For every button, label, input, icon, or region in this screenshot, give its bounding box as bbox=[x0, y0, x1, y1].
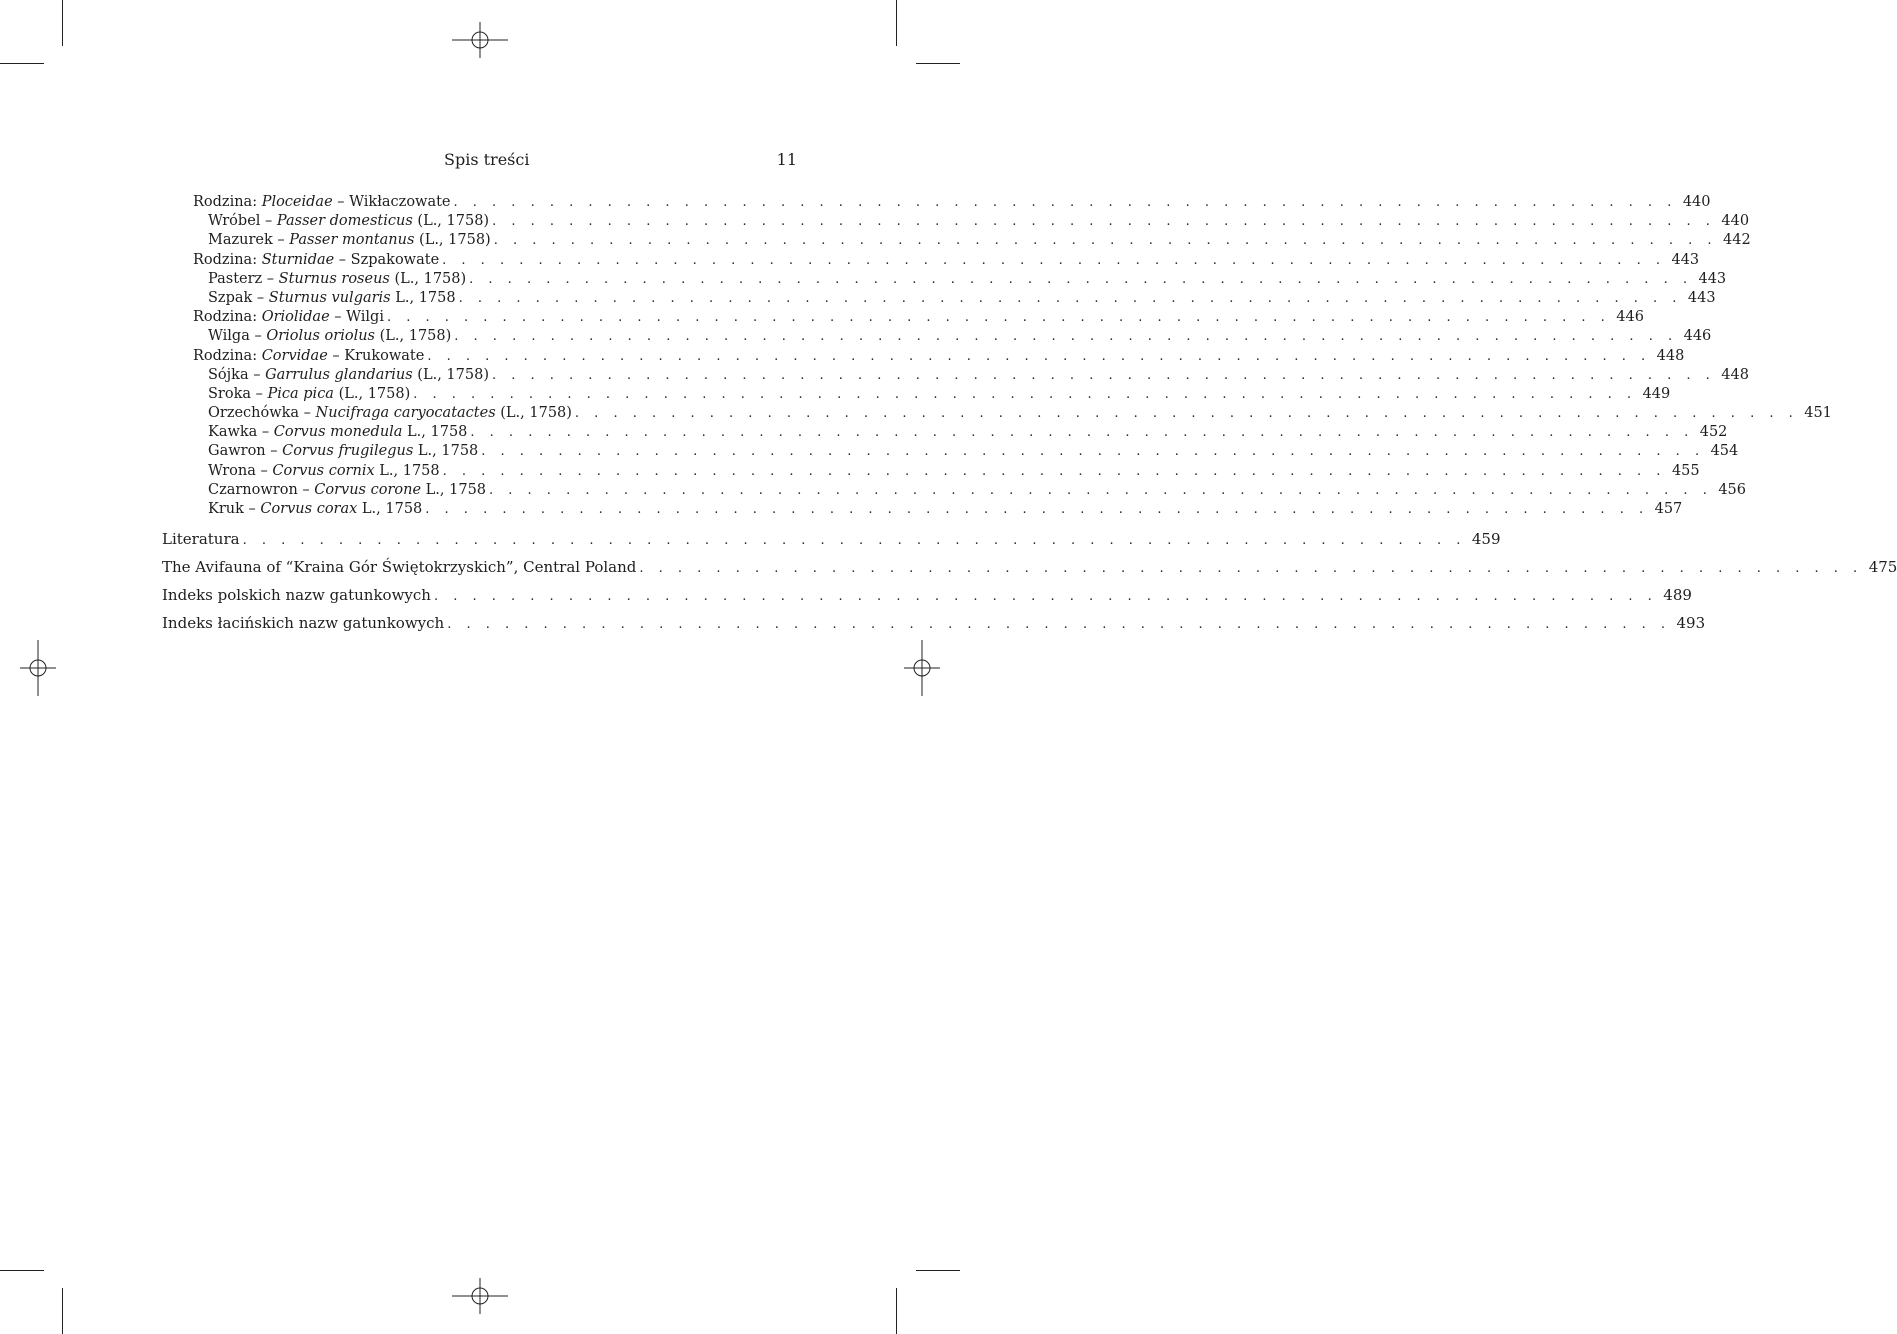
toc-entry-text: Kawka – bbox=[208, 424, 274, 441]
toc-leader-dots: . . . . . . . . . . . . . . . . . . . . . . . . . . . . . . . . . . . . . . . . . . . . . . . . . . . . . . . . . . . . . . . . bbox=[427, 348, 1651, 364]
toc-entry-text: Wrona – bbox=[208, 462, 273, 479]
toc-entry-latin-name: Oriolidae bbox=[261, 309, 330, 326]
toc-entry-latin-name: Corvidae bbox=[261, 347, 328, 364]
toc-entry-text: Indeks łacińskich nazw gatunkowych bbox=[162, 614, 445, 633]
toc-entry-latin-name: Ploceidae bbox=[261, 194, 333, 210]
toc-leader-dots: . . . . . . . . . . . . . . . . . . . . . . . . . . . . . . . . . . . . . . . . . . . . . . . . . . . . . . . . . . . . . . . . bbox=[458, 290, 1682, 306]
toc-leader-dots: . . . . . . . . . . . . . . . . . . . . . . . . . . . . . . . . . . . . . . . . . . . . . . . . . . . . . . . . . . . . . . . . bbox=[442, 463, 1666, 479]
crop-mark-top-right-horizontal bbox=[916, 63, 960, 64]
toc-entry-text-suffix: (L., 1758) bbox=[412, 366, 489, 383]
toc-page-number: 459 bbox=[1471, 530, 1501, 549]
crop-mark-bottom-left-horizontal bbox=[0, 1270, 44, 1271]
toc-entry-latin-name: Corvus monedula bbox=[273, 424, 403, 441]
toc-entry-label bbox=[208, 462, 443, 481]
toc-entry-label bbox=[193, 347, 427, 366]
registration-mark-left-icon bbox=[18, 640, 58, 696]
toc-species-entry[interactable] bbox=[162, 366, 1749, 385]
toc-page-number: 454 bbox=[1710, 443, 1739, 460]
toc-entry-text: Pasterz – bbox=[208, 270, 279, 287]
toc-entry-label bbox=[208, 404, 575, 423]
toc-entry-text: Szpak – bbox=[208, 289, 269, 306]
toc-leader-dots: . . . . . . . . . . . . . . . . . . . . . . . . . . . . . . . . . . . . . . . . . . . . . . . . . . . . . . . . . . . . . . . . bbox=[433, 589, 1658, 605]
toc-entry-label bbox=[208, 231, 494, 250]
crop-mark-bottom-right-vertical bbox=[896, 1288, 897, 1334]
toc-leader-dots: . . . . . . . . . . . . . . . . . . . . . . . . . . . . . . . . . . . . . . . . . . . . . . . . . . . . . . . . . . . . . . . . bbox=[491, 367, 1716, 383]
crop-mark-top-right-vertical bbox=[896, 0, 897, 46]
toc-section-entry[interactable] bbox=[162, 553, 1897, 581]
registration-mark-right-icon bbox=[902, 640, 942, 696]
toc-species-entry[interactable] bbox=[162, 289, 1716, 308]
toc-leader-dots: . . . . . . . . . . . . . . . . . . . . . . . . . . . . . . . . . . . . . . . . . . . . . . . . . . . . . . . . . . . . . . . . bbox=[442, 252, 1666, 268]
toc-entry-latin-name: Passer montanus bbox=[289, 232, 415, 249]
toc-entry-text: Literatura bbox=[162, 530, 240, 549]
toc-entry-text: Rodzina: bbox=[193, 347, 262, 364]
toc-entry-text-suffix: – Wikłaczowate bbox=[332, 194, 451, 210]
toc-entry-label bbox=[193, 251, 442, 270]
toc-page-number: 475 bbox=[1868, 558, 1897, 577]
toc-species-entry[interactable] bbox=[162, 212, 1750, 231]
toc-family-entry[interactable] bbox=[162, 193, 1711, 212]
toc-entry-text: Orzechówka – bbox=[208, 405, 316, 422]
toc-entry-label bbox=[193, 193, 454, 212]
toc-entry-text-suffix: L., 1758 bbox=[421, 481, 487, 498]
toc-leader-dots: . . . . . . . . . . . . . . . . . . . . . . . . . . . . . . . . . . . . . . . . . . . . . . . . . . . . . . . . . . . . . . . . bbox=[470, 425, 1694, 441]
toc-entry-text: Gawron – bbox=[208, 443, 283, 460]
toc-leader-dots: . . . . . . . . . . . . . . . . . . . . . . . . . . . . . . . . . . . . . . . . . . . . . . . . . . . . . . . . . . . . . . . . bbox=[453, 195, 1677, 210]
toc-entry-text-suffix: L., 1758 bbox=[390, 289, 456, 306]
toc-page-number: 449 bbox=[1642, 385, 1671, 402]
toc-entry-label bbox=[162, 525, 243, 553]
toc-species-entry[interactable] bbox=[162, 270, 1727, 289]
registration-mark-top-icon bbox=[452, 20, 508, 60]
toc-page-number: 446 bbox=[1616, 309, 1644, 326]
toc-leader-dots: . . . . . . . . . . . . . . . . . . . . . . . . . . . . . . . . . . . . . . . . . . . . . . . . . . . . . . . . . . . . . . . . bbox=[469, 271, 1693, 287]
toc-entry-latin-name: Nucifraga caryocatactes bbox=[315, 405, 496, 422]
toc-entry-label bbox=[208, 270, 469, 289]
crop-mark-bottom-left-vertical bbox=[62, 1288, 63, 1334]
header-page-number: 11 bbox=[776, 150, 797, 169]
toc-entry-text: Sójka – bbox=[208, 366, 266, 383]
toc-leader-dots: . . . . . . . . . . . . . . . . . . . . . . . . . . . . . . . . . . . . . . . . . . . . . . . . . . . . . . . . . . . . . . . . bbox=[574, 406, 1799, 422]
toc-species-entry[interactable] bbox=[162, 462, 1700, 481]
toc-entry-latin-name: Corvus cornix bbox=[272, 462, 375, 479]
toc-entry-text-suffix: (L., 1758) bbox=[495, 405, 572, 422]
toc-entry-label bbox=[193, 308, 387, 327]
toc-entry-text-suffix: (L., 1758) bbox=[389, 270, 467, 287]
toc-page-number: 452 bbox=[1699, 424, 1728, 441]
toc-leader-dots: . . . . . . . . . . . . . . . . . . . . . . . . . . . . . . . . . . . . . . . . . . . . . . . . . . . . . . . . . . . . . . . . bbox=[489, 482, 1713, 498]
toc-entry-text: Czarnowron – bbox=[208, 481, 315, 498]
toc-entry-text-suffix: (L., 1758) bbox=[414, 232, 491, 249]
toc-entry-text: Kruk – bbox=[208, 501, 261, 517]
crop-mark-bottom-right-horizontal bbox=[916, 1270, 960, 1271]
toc-entry-label bbox=[162, 609, 447, 637]
toc-leader-dots: . . . . . . . . . . . . . . . . . . . . . . . . . . . . . . . . . . . . . . . . . . . . . . . . . . . . . . . . . . . . . . . . bbox=[425, 502, 1649, 517]
toc-entry-label bbox=[208, 385, 413, 404]
crop-mark-top-left-horizontal bbox=[0, 63, 44, 64]
toc-entry-text: Rodzina: bbox=[193, 251, 262, 268]
toc-family-entry[interactable] bbox=[162, 347, 1685, 366]
toc-entry-latin-name: Sturnus roseus bbox=[278, 270, 390, 287]
toc-page-number: 451 bbox=[1804, 405, 1832, 422]
toc-entry-label bbox=[208, 481, 489, 500]
toc-species-entry[interactable] bbox=[162, 327, 1712, 346]
toc-page-number: 440 bbox=[1721, 213, 1750, 230]
toc-entry-latin-name: Corvus corone bbox=[314, 481, 422, 498]
toc-species-entry[interactable] bbox=[162, 231, 1751, 250]
toc-entry-text-suffix: L., 1758 bbox=[357, 501, 423, 517]
toc-entry-text-suffix: – Krukowate bbox=[327, 347, 425, 364]
toc-species-entry[interactable] bbox=[162, 385, 1671, 404]
toc-page-number: 440 bbox=[1682, 194, 1711, 210]
toc-entry-label bbox=[208, 500, 425, 519]
toc-leader-dots: . . . . . . . . . . . . . . . . . . . . . . . . . . . . . . . . . . . . . . . . . . . . . . . . . . . . . . . . . . . . . . . . bbox=[242, 533, 1466, 549]
toc-entry-latin-name: Passer domesticus bbox=[276, 213, 413, 230]
toc-page-number: 443 bbox=[1698, 270, 1727, 287]
toc-entry-text-suffix: L., 1758 bbox=[413, 443, 479, 460]
toc-entry-label bbox=[208, 366, 492, 385]
toc-entry-latin-name: Corvus corax bbox=[260, 501, 358, 517]
toc-entry-text: Mazurek – bbox=[208, 232, 290, 249]
toc-leader-dots: . . . . . . . . . . . . . . . . . . . . . . . . . . . . . . . . . . . . . . . . . . . . . . . . . . . . . . . . . . . . . . . . bbox=[447, 617, 1671, 633]
toc-leader-dots: . . . . . . . . . . . . . . . . . . . . . . . . . . . . . . . . . . . . . . . . . . . . . . . . . . . . . . . . . . . . . . . . bbox=[492, 214, 1716, 230]
toc-entry-text: Indeks polskich nazw gatunkowych bbox=[162, 586, 431, 605]
toc-leader-dots: . . . . . . . . . . . . . . . . . . . . . . . . . . . . . . . . . . . . . . . . . . . . . . . . . . . . . . . . . . . . . . . . bbox=[481, 444, 1705, 460]
toc-entry-text: The Avifauna of “Kraina Gór Świętokrzyskich”, Central Poland bbox=[162, 558, 637, 577]
toc-entry-label bbox=[208, 442, 481, 461]
toc-entry-latin-name: Sturnidae bbox=[261, 251, 335, 268]
toc-section-entry[interactable] bbox=[162, 609, 1706, 637]
toc-entry-text: Rodzina: bbox=[193, 194, 262, 210]
toc-section-entry[interactable] bbox=[162, 581, 1692, 609]
toc-species-entry[interactable] bbox=[162, 423, 1728, 442]
toc-family-entry[interactable] bbox=[162, 308, 1644, 327]
toc-entry-text: Rodzina: bbox=[193, 309, 262, 326]
toc-family-entry[interactable] bbox=[162, 251, 1700, 270]
toc-entry-latin-name: Oriolus oriolus bbox=[266, 328, 375, 345]
toc-page-number: 443 bbox=[1671, 251, 1700, 268]
toc-leader-dots: . . . . . . . . . . . . . . . . . . . . . . . . . . . . . . . . . . . . . . . . . . . . . . . . . . . . . . . . . . . . . . . . bbox=[493, 233, 1718, 249]
toc-entry-label bbox=[162, 553, 639, 581]
toc-leader-dots: . . . . . . . . . . . . . . . . . . . . . . . . . . . . . . . . . . . . . . . . . . . . . . . . . . . . . . . . . . . . . . . . bbox=[413, 386, 1637, 402]
toc-entry-latin-name: Corvus frugilegus bbox=[282, 443, 414, 460]
toc-leader-dots: . . . . . . . . . . . . . . . . . . . . . . . . . . . . . . . . . . . . . . . . . . . . . . . . . . . . . . . . . . . . . . . . bbox=[639, 561, 1863, 577]
toc-page-number: 443 bbox=[1687, 289, 1716, 306]
toc-entry-label bbox=[162, 581, 434, 609]
toc-entry-label bbox=[208, 212, 492, 231]
toc-page-number: 493 bbox=[1676, 614, 1706, 633]
toc-entry-text-suffix: (L., 1758) bbox=[333, 385, 411, 402]
toc-entry-latin-name: Sturnus vulgaris bbox=[268, 289, 391, 306]
toc-entry-label bbox=[208, 327, 454, 346]
toc-entry-text-suffix: – Szpakowate bbox=[334, 251, 440, 268]
toc-entry-text-suffix: (L., 1758) bbox=[375, 328, 452, 345]
toc-entry-text: Sroka – bbox=[208, 385, 268, 402]
toc-section-entry[interactable] bbox=[162, 525, 1501, 553]
toc-species-entry[interactable] bbox=[162, 481, 1747, 500]
toc-page-number: 448 bbox=[1721, 366, 1749, 383]
toc-species-entry[interactable] bbox=[162, 442, 1739, 461]
toc-leader-dots: . . . . . . . . . . . . . . . . . . . . . . . . . . . . . . . . . . . . . . . . . . . . . . . . . . . . . . . . . . . . . . . . bbox=[454, 329, 1678, 345]
toc-entry-latin-name: Pica pica bbox=[267, 385, 334, 402]
running-header bbox=[162, 146, 797, 170]
toc-leader-dots: . . . . . . . . . . . . . . . . . . . . . . . . . . . . . . . . . . . . . . . . . . . . . . . . . . . . . . . . . . . . . . . . bbox=[386, 310, 1611, 326]
toc-page-number: 489 bbox=[1663, 586, 1692, 605]
toc-entry-text-suffix: L., 1758 bbox=[402, 424, 468, 441]
toc-page-number: 456 bbox=[1718, 481, 1747, 498]
table-of-contents bbox=[162, 193, 1897, 637]
registration-mark-bottom-icon bbox=[452, 1276, 508, 1316]
toc-entry-text: Wróbel – bbox=[208, 213, 277, 230]
toc-entry-text: Wilga – bbox=[208, 328, 267, 345]
toc-entry-text-suffix: – Wilgi bbox=[329, 309, 384, 326]
toc-page-number: 457 bbox=[1654, 501, 1683, 517]
toc-entry-text-suffix: (L., 1758) bbox=[412, 213, 490, 230]
header-title: Spis treści bbox=[444, 150, 530, 169]
toc-entry-latin-name: Garrulus glandarius bbox=[265, 366, 413, 383]
toc-species-entry[interactable] bbox=[162, 500, 1683, 519]
toc-entry-label bbox=[208, 423, 470, 442]
toc-entry-text-suffix: L., 1758 bbox=[374, 462, 440, 479]
toc-page-number: 442 bbox=[1723, 232, 1751, 249]
toc-entry-label bbox=[208, 289, 459, 308]
toc-species-entry[interactable] bbox=[162, 404, 1832, 423]
crop-mark-top-left-vertical bbox=[62, 0, 63, 46]
toc-page-number: 446 bbox=[1683, 328, 1712, 345]
toc-page-number: 448 bbox=[1656, 347, 1685, 364]
toc-page-number: 455 bbox=[1671, 462, 1700, 479]
